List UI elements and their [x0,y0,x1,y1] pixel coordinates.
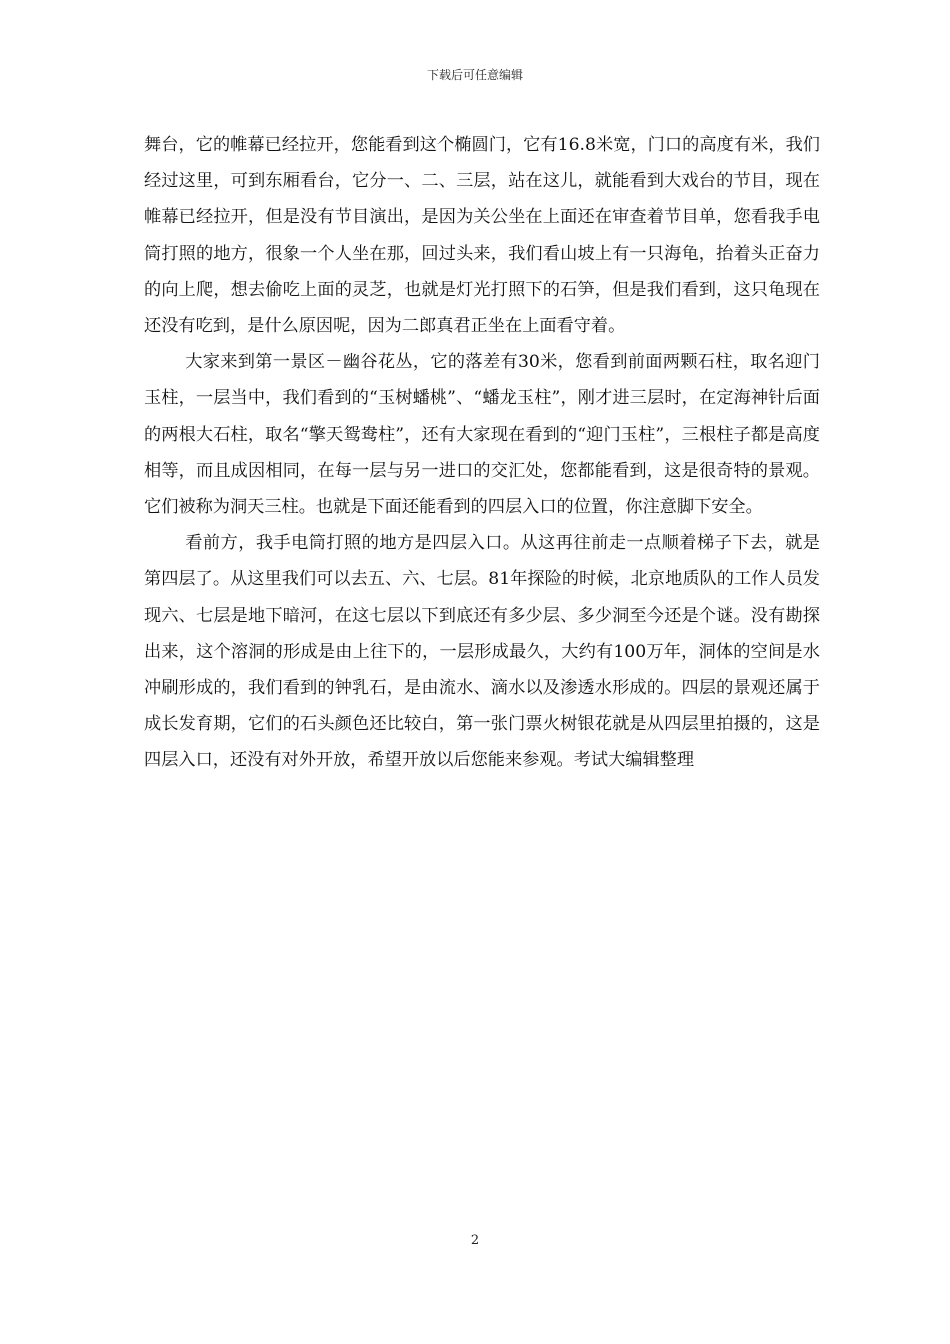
page-header: 下载后可任意编辑 [426,68,523,82]
body-text [144,127,820,779]
page-number: 2 [470,1233,480,1248]
paragraph: 看前方，我手电筒打照的地方是四层入口。从这再往前走一点顺着梯子下去，就是第四层了。从这里我们可以去五、六、七层。81年探险的时候，北京地质队的工作人员发现六、七层是地下暗河，在这七层以下到底还有多少层、多少洞至今还是个谜。没有勘探出来，这个溶洞的形成是由上往下的，一层形成最久，大约有100万年，洞体的空间是水冲刷形成的，我们看到的钟乳石，是由流水、滴水以及渗透水形成的。四层的景观还属于成长发育期，它们的石头颜色还比较白，第一张门票火树银花就是从四层里拍摄的，这是四层入口，还没有对外开放，希望开放以后您能来参观。考试大编辑整理 [144,533,820,771]
paragraph-continued: 舞台，它的帷幕已经拉开，您能看到这个椭圆门，它有16.8米宽，门口的高度有米，我们经过这里，可到东厢看台，它分一、二、三层，站在这儿，就能看到大戏台的节目，现在帷幕已经拉开，但是没有节目演出，是因为关公坐在上面还在审查着节目单，您看我手电筒打照的地方，很象一个人坐在那，回过头来，我们看山坡上有一只海龟，抬着头正奋力的向上爬，想去偷吃上面的灵芝，也就是灯光打照下的石笋，但是我们看到，这只龟现在还没有吃到，是什么原因呢，因为二郎真君正坐在上面看守着。 [144,135,820,337]
paragraph: 大家来到第一景区－幽谷花丛，它的落差有30米，您看到前面两颗石柱，取名迎门玉柱，一层当中，我们看到的“玉树蟠桃”、“蟠龙玉柱”，刚才进三层时，在定海神针后面的两根大石柱，取名“擎天鸳鸯柱”，还有大家现在看到的“迎门玉柱”，三根柱子都是高度相等，而且成因相同，在每一层与另一进口的交汇处，您都能看到，这是很奇特的景观。它们被称为洞天三柱。也就是下面还能看到的四层入口的位置，你注意脚下安全。 [144,352,820,518]
